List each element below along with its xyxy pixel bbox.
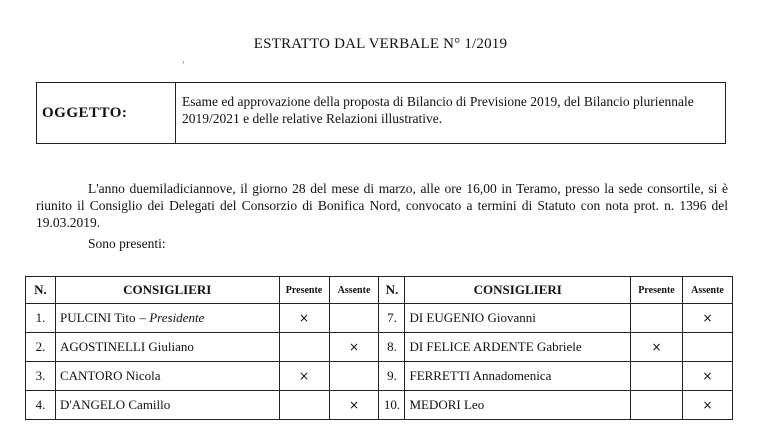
consigliere-name-cell	[405, 304, 631, 333]
row-number: 2.	[26, 333, 56, 362]
presenti-label: Sono presenti:	[88, 236, 166, 251]
row-number: 10.	[379, 391, 405, 420]
consigliere-name: PULCINI Tito	[59, 310, 136, 325]
consigliere-name: MEDORI Leo	[409, 397, 485, 412]
assente-mark: ×	[682, 391, 732, 420]
header-presente: Presente	[279, 277, 329, 304]
consigliere-name: AGOSTINELLI Giuliano	[59, 339, 194, 354]
consigliere-name-cell	[405, 362, 631, 391]
oggetto-label: OGGETTO:	[37, 83, 176, 143]
attendance-table	[25, 276, 733, 420]
consigliere-name-cell	[405, 391, 631, 420]
assente-mark: ×	[329, 333, 379, 362]
intro-paragraph-text: L'anno duemiladiciannove, il giorno 28 del mese di marzo, alle ore 16,00 in Teramo, presso la sede consortile, si è riunito il Consiglio dei Delegati del Consorzio di Bonifica Nord, convocato a termini di Statuto con nota prot. n. 1396 del 19.03.2019.	[36, 181, 728, 230]
oggetto-box	[36, 82, 726, 144]
consigliere-role: – Presidente	[139, 310, 205, 325]
assente-mark	[329, 362, 379, 391]
assente-mark: ×	[682, 362, 732, 391]
attendance-row	[26, 391, 733, 420]
attendance-header-row	[26, 277, 733, 304]
consigliere-name-cell	[55, 304, 279, 333]
presente-mark	[279, 333, 329, 362]
assente-mark	[682, 333, 732, 362]
document-title: ESTRATTO DAL VERBALE N° 1/2019	[253, 36, 508, 52]
consigliere-name: D'ANGELO Camillo	[59, 397, 171, 412]
consigliere-name: CANTORO Nicola	[59, 368, 161, 383]
assente-mark: ×	[329, 391, 379, 420]
header-num: N.	[379, 277, 405, 304]
header-num: N.	[26, 277, 56, 304]
consigliere-name-cell	[55, 362, 279, 391]
consigliere-name-cell	[55, 391, 279, 420]
consigliere-name: DI FELICE ARDENTE Gabriele	[409, 339, 582, 354]
row-number: 8.	[379, 333, 405, 362]
row-number: 3.	[26, 362, 56, 391]
presente-mark	[631, 304, 683, 333]
header-assente: Assente	[682, 277, 732, 304]
attendance-row	[26, 362, 733, 391]
attendance-row	[26, 304, 733, 333]
intro-paragraph	[36, 180, 728, 231]
header-presente: Presente	[631, 277, 683, 304]
attendance-row	[26, 333, 733, 362]
header-assente: Assente	[329, 277, 379, 304]
oggetto-text: Esame ed approvazione della proposta di Bilancio di Previsione 2019, del Bilancio pluriennale 2019/2021 e delle relative Relazioni illustrative.	[182, 94, 694, 126]
scan-mark: '	[182, 60, 185, 71]
row-number: 1.	[26, 304, 56, 333]
row-number: 9.	[379, 362, 405, 391]
presente-mark	[631, 362, 683, 391]
assente-mark: ×	[682, 304, 732, 333]
presente-mark: ×	[279, 362, 329, 391]
header-consiglieri: CONSIGLIERI	[405, 277, 631, 304]
consigliere-name: DI EUGENIO Giovanni	[409, 310, 536, 325]
presente-mark	[279, 391, 329, 420]
row-number: 7.	[379, 304, 405, 333]
consigliere-name-cell	[405, 333, 631, 362]
presente-mark: ×	[631, 333, 683, 362]
assente-mark	[329, 304, 379, 333]
consigliere-name-cell	[55, 333, 279, 362]
row-number: 4.	[26, 391, 56, 420]
consigliere-name: FERRETTI Annadomenica	[409, 368, 552, 383]
presente-mark: ×	[279, 304, 329, 333]
presente-mark	[631, 391, 683, 420]
header-consiglieri: CONSIGLIERI	[55, 277, 279, 304]
